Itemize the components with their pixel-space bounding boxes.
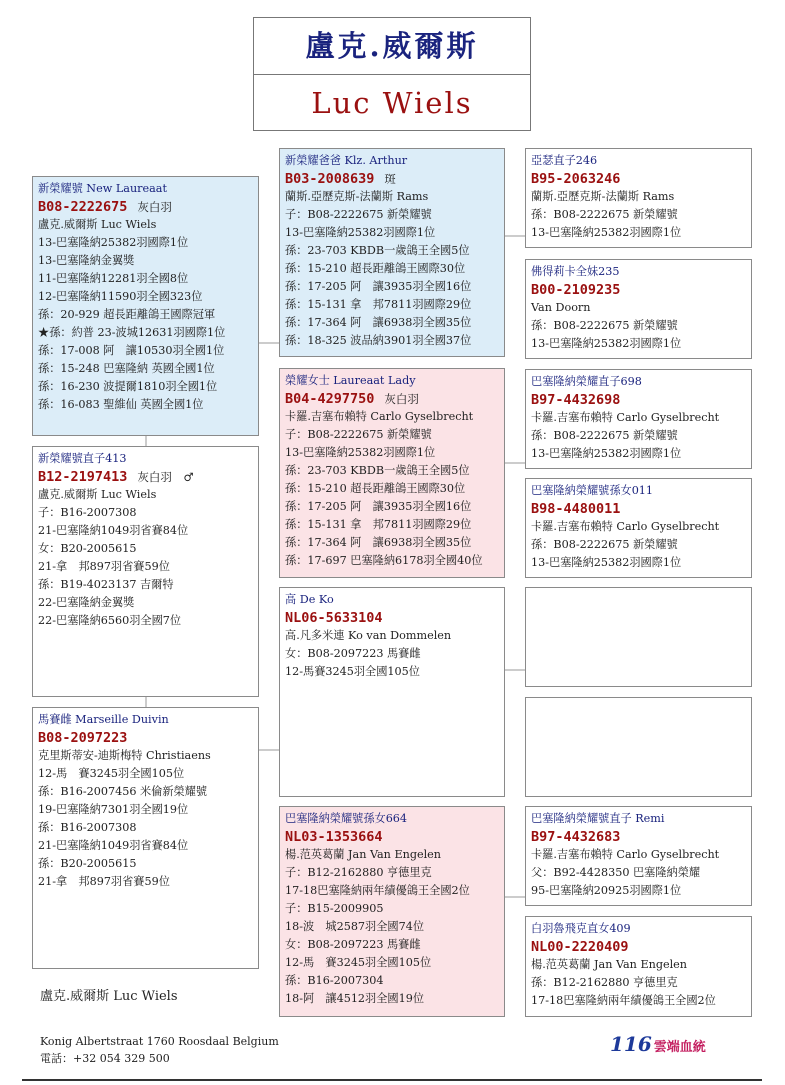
ring-number-row <box>285 170 499 188</box>
pigeon-info-line: 13-巴塞隆納25382羽國際1位 <box>531 447 682 460</box>
pigeon-info-line: 蘭斯.亞歷克斯-法蘭斯 Rams <box>285 190 429 203</box>
pigeon-name: 亞瑟直子246 <box>531 154 598 167</box>
ring-number-row <box>285 390 499 408</box>
pigeon-info-line: 孫：17-205 阿 讓3935羽全國16位 <box>285 500 472 513</box>
pigeon-info-line: 13-巴塞隆納25382羽國際1位 <box>38 236 189 249</box>
bottom-divider <box>22 1079 762 1081</box>
pigeon-name: 馬賽雌 Marseille Duivin <box>38 713 169 726</box>
granddam-card[interactable] <box>279 368 505 578</box>
ring-number-row <box>285 609 499 627</box>
pigeon-info-line: 孫：B16-2007304 <box>285 974 384 987</box>
dam-sire-card[interactable] <box>279 587 505 797</box>
ring-number-row <box>531 391 746 409</box>
pigeon-info-line: 子：B16-2007308 <box>38 506 137 519</box>
ring-number-row <box>285 828 499 846</box>
ring-number-row <box>38 468 253 486</box>
grandsire-card[interactable] <box>279 148 505 357</box>
feather-color: 灰白羽 <box>384 392 419 406</box>
great-grandparent-card-7[interactable] <box>525 806 752 906</box>
pigeon-info-line: 女：B08-2097223 馬賽雌 <box>285 647 421 660</box>
pigeon-info-line: 孫：B08-2222675 新榮耀號 <box>531 208 678 221</box>
pigeon-info-line: 子：B08-2222675 新榮耀號 <box>285 208 432 221</box>
pigeon-info-line: Van Doorn <box>531 301 591 314</box>
pigeon-info-line: 21-巴塞隆納1049羽省賽84位 <box>38 839 189 852</box>
owner-name: 盧克.威爾斯 Luc Wiels <box>40 989 178 1004</box>
dam-dam-card[interactable] <box>279 806 505 1017</box>
pigeon-name: 新榮耀號 New Laureaat <box>38 182 167 195</box>
great-grandparent-card-5-empty <box>525 587 752 687</box>
logo-text: 雲端血統 <box>653 1040 706 1055</box>
logo-number: 116 <box>610 1032 652 1056</box>
pigeon-info-line: 孫：B08-2222675 新榮耀號 <box>531 319 678 332</box>
dam-pigeon-card[interactable] <box>32 707 259 969</box>
great-grandparent-card-4[interactable] <box>525 478 752 578</box>
pigeon-info-line: 18-阿 讓4512羽全國19位 <box>285 992 425 1005</box>
pigeon-info-line: 孫：15-131 拿 邦7811羽國際29位 <box>285 518 472 531</box>
owner-address: Konig Albertstraat 1760 Roosdaal Belgium <box>40 1035 279 1048</box>
pigeon-name: 新榮耀號直子413 <box>38 452 127 465</box>
pigeon-info-line: 孫：17-697 巴塞隆納6178羽全國40位 <box>285 554 483 567</box>
pigeon-info-line: 13-巴塞隆納25382羽國際1位 <box>531 556 682 569</box>
pigeon-info-line: 孫：17-364 阿 讓6938羽全國35位 <box>285 316 472 329</box>
pigeon-info-line: 孫：20-929 超長距離鴿王國際冠軍 <box>38 308 216 321</box>
ring-number: B12-2197413 <box>38 469 128 485</box>
pigeon-info-line: 孫：B08-2222675 新榮耀號 <box>531 538 678 551</box>
header-title-en: Luc Wiels <box>311 86 473 120</box>
pigeon-info-line: 女：B08-2097223 馬賽雌 <box>285 938 421 951</box>
great-grandparent-card-2[interactable] <box>525 259 752 359</box>
pigeon-info-line: 11-巴塞隆納12281羽全國8位 <box>38 272 189 285</box>
pigeon-info-line: 13-巴塞隆納25382羽國際1位 <box>285 226 436 239</box>
pigeon-info-line: 克里斯蒂安-迪斯梅特 Christiaens <box>38 749 211 762</box>
pigeon-info-line: 19-巴塞隆納7301羽全國19位 <box>38 803 189 816</box>
ring-number-row <box>531 938 746 956</box>
pigeon-info-line: 12-馬 賽3245羽全國105位 <box>38 767 185 780</box>
ring-number: B08-2222675 <box>38 199 128 215</box>
ring-number: B98-4480011 <box>531 501 621 517</box>
pigeon-name: 巴塞隆納榮耀號孫女664 <box>285 812 408 825</box>
ring-number-row <box>531 170 746 188</box>
pigeon-info-line: 22-巴塞隆納金翼獎 <box>38 596 135 609</box>
ring-number: B97-4432683 <box>531 829 621 845</box>
pigeon-info-line: ★孫：約普 23-波城12631羽國際1位 <box>38 326 226 339</box>
pigeon-info-line: 孫：B16-2007308 <box>38 821 137 834</box>
great-grandparent-card-8[interactable] <box>525 916 752 1017</box>
ring-number-row <box>38 198 253 216</box>
feather-color: 灰白羽 <box>137 200 172 214</box>
ring-number: B95-2063246 <box>531 171 621 187</box>
pigeon-info-line: 高.凡多米連 Ko van Dommelen <box>285 629 452 642</box>
pigeon-info-line: 盧克.威爾斯 Luc Wiels <box>38 488 157 501</box>
sibling-pigeon-card[interactable] <box>32 446 259 697</box>
pigeon-info-line: 13-巴塞隆納25382羽國際1位 <box>531 337 682 350</box>
pigeon-info-line: 孫：15-248 巴塞隆納 英國全國1位 <box>38 362 215 375</box>
pigeon-name: 佛得莉卡全妹235 <box>531 265 620 278</box>
ring-number-row <box>38 729 253 747</box>
pigeon-info-line: 卡羅.吉塞布賴特 Carlo Gyselbrecht <box>285 410 474 423</box>
ring-number: NL06-5633104 <box>285 610 383 626</box>
pigeon-info-line: 95-巴塞隆納20925羽國際1位 <box>531 884 682 897</box>
pigeon-info-line: 12-馬 賽3245羽全國105位 <box>285 956 432 969</box>
pigeon-info-line: 孫：16-230 波提爾1810羽全國1位 <box>38 380 218 393</box>
pigeon-name: 白羽魯飛克直女409 <box>531 922 631 935</box>
pigeon-info-line: 子：B08-2222675 新榮耀號 <box>285 428 432 441</box>
pigeon-info-line: 17-18巴塞隆納兩年績優鴿王全國2位 <box>531 994 716 1007</box>
pigeon-info-line: 楊.范英葛蘭 Jan Van Engelen <box>531 958 688 971</box>
pigeon-name: 新榮耀爸爸 Klz. Arthur <box>285 154 408 167</box>
ring-number: B97-4432698 <box>531 392 621 408</box>
great-grandparent-card-3[interactable] <box>525 369 752 469</box>
ring-number-row <box>531 500 746 518</box>
pigeon-info-line: 蘭斯.亞歷克斯-法蘭斯 Rams <box>531 190 675 203</box>
pigeon-name: 榮耀女士 Laureaat Lady <box>285 374 416 387</box>
owner-phone: 電話：+32 054 329 500 <box>40 1052 170 1065</box>
ring-number: B00-2109235 <box>531 282 621 298</box>
pigeon-name: 高 De Ko <box>285 593 334 606</box>
header-title-cn: 盧克.威爾斯 <box>254 18 530 75</box>
pigeon-info-line: 21-拿 邦897羽省賽59位 <box>38 875 170 888</box>
pigeon-info-line: 13-巴塞隆納25382羽國際1位 <box>285 446 436 459</box>
pigeon-info-line: 孫：B20-2005615 <box>38 857 137 870</box>
pigeon-info-line: 孫：23-703 KBDB一歲鴿王全國5位 <box>285 464 470 477</box>
ring-number: B08-2097223 <box>38 730 128 746</box>
pigeon-info-line: 盧克.威爾斯 Luc Wiels <box>38 218 157 231</box>
pigeon-info-line: 12-馬賽3245羽全國105位 <box>285 665 420 678</box>
brand-logo[interactable] <box>610 1032 722 1058</box>
pigeon-info-line: 孫：B08-2222675 新榮耀號 <box>531 429 678 442</box>
pigeon-info-line: 孫：15-131 拿 邦7811羽國際29位 <box>285 298 472 311</box>
pigeon-info-line: 21-拿 邦897羽省賽59位 <box>38 560 170 573</box>
pigeon-info-line: 孫：15-210 超長距離鴿王國際30位 <box>285 482 466 495</box>
feather-color: 斑 <box>384 172 396 186</box>
pigeon-info-line: 子：B15-2009905 <box>285 902 384 915</box>
pigeon-info-line: 孫：17-008 阿 讓10530羽全國1位 <box>38 344 225 357</box>
pigeon-info-line: 13-巴塞隆納金翼獎 <box>38 254 135 267</box>
pigeon-info-line: 父：B92-4428350 巴塞隆納榮耀 <box>531 866 701 879</box>
pigeon-info-line: 13-巴塞隆納25382羽國際1位 <box>531 226 682 239</box>
pigeon-info-line: 12-巴塞隆納11590羽全國323位 <box>38 290 203 303</box>
pigeon-info-line: 21-巴塞隆納1049羽省賽84位 <box>38 524 189 537</box>
pigeon-info-line: 17-18巴塞隆納兩年績優鴿王全國2位 <box>285 884 470 897</box>
pigeon-info-line: 孫：B19-4023137 吉爾特 <box>38 578 174 591</box>
ring-number: NL00-2220409 <box>531 939 629 955</box>
subject-pigeon-card[interactable] <box>32 176 259 436</box>
pigeon-info-line: 子：B12-2162880 亨德里克 <box>285 866 432 879</box>
pigeon-info-line: 孫：B12-2162880 亨德里克 <box>531 976 678 989</box>
great-grandparent-card-6-empty <box>525 697 752 797</box>
owner-contact <box>40 1033 279 1067</box>
pigeon-info-line: 孫：15-210 超長距離鴿王國際30位 <box>285 262 466 275</box>
pigeon-info-line: 孫：B16-2007456 米倫新榮耀號 <box>38 785 208 798</box>
pigeon-name: 巴塞隆納榮耀直子698 <box>531 375 642 388</box>
pigeon-info-line: 孫：18-325 波品納3901羽全國37位 <box>285 334 472 347</box>
pigeon-info-line: 卡羅.吉塞布賴特 Carlo Gyselbrecht <box>531 411 720 424</box>
pigeon-info-line: 孫：16-083 聖維仙 英國全國1位 <box>38 398 204 411</box>
pigeon-name: 巴塞隆納榮耀號孫女011 <box>531 484 654 497</box>
pigeon-info-line: 楊.范英葛蘭 Jan Van Engelen <box>285 848 442 861</box>
pigeon-name: 巴塞隆納榮耀號直子 Remi <box>531 812 665 825</box>
pigeon-info-line: 卡羅.吉塞布賴特 Carlo Gyselbrecht <box>531 848 720 861</box>
pigeon-info-line: 卡羅.吉塞布賴特 Carlo Gyselbrecht <box>531 520 720 533</box>
ring-number: NL03-1353664 <box>285 829 383 845</box>
ring-number: B03-2008639 <box>285 171 375 187</box>
pigeon-info-line: 18-波 城2587羽全國74位 <box>285 920 425 933</box>
pigeon-info-line: 孫：17-364 阿 讓6938羽全國35位 <box>285 536 472 549</box>
ring-number-row <box>531 828 746 846</box>
ring-number-row <box>531 281 746 299</box>
pigeon-info-line: 女：B20-2005615 <box>38 542 137 555</box>
pigeon-info-line: 22-巴塞隆納6560羽全國7位 <box>38 614 182 627</box>
pigeon-info-line: 孫：23-703 KBDB一歲鴿王全國5位 <box>285 244 470 257</box>
feather-color: 灰白羽 ♂ <box>137 470 194 484</box>
great-grandparent-card-1[interactable] <box>525 148 752 248</box>
pigeon-info-line: 孫：17-205 阿 讓3935羽全國16位 <box>285 280 472 293</box>
ring-number: B04-4297750 <box>285 391 375 407</box>
